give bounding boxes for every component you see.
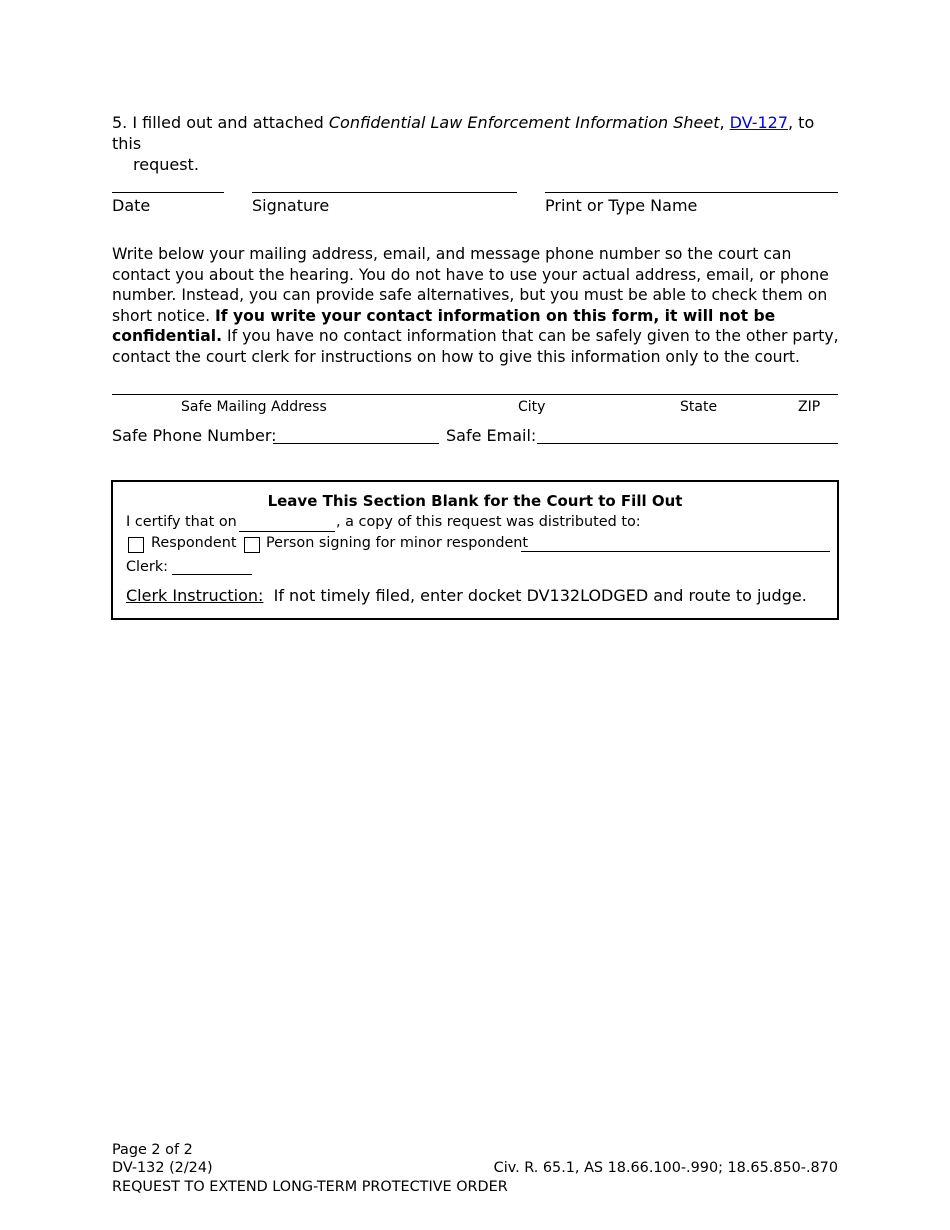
form-name: REQUEST TO EXTEND LONG-TERM PROTECTIVE ORDER [112,1179,508,1195]
email-field-line[interactable] [537,443,838,444]
contact-instructions [112,244,842,368]
date-label: Date [112,196,151,215]
person-signing-line[interactable] [521,551,830,552]
email-label: Safe Email: [446,426,537,445]
zip-label: ZIP [798,399,821,415]
distribution-date-line[interactable] [239,531,335,532]
dv-127-link[interactable]: DV-127 [729,113,788,132]
clerk-section-title: Leave This Section Blank for the Court to Fill Out [267,492,683,510]
item-5 [112,112,842,175]
print-name-line[interactable] [545,192,838,193]
clerk-section [111,480,839,620]
state-label: State [680,399,718,415]
city-label: City [518,399,546,415]
clerk-instruction-text: If not timely filed, enter docket DV132LODGED and route to judge. [273,586,807,605]
phone-label: Safe Phone Number: [112,426,277,445]
legal-citation: Civ. R. 65.1, AS 18.66.100-.990; 18.65.850-.870 [493,1160,838,1176]
mailing-address-line[interactable] [112,394,838,395]
clerk-instruction [126,586,807,605]
certify-suffix: , a copy of this request was distributed to: [336,514,641,530]
person-signing-checkbox[interactable] [244,537,260,553]
clerk-signature-line[interactable] [172,574,252,575]
print-name-label: Print or Type Name [545,196,698,215]
instructions-text-1: Write below your mailing address, email, and message phone number so the court can contact you about the hearing. You do not have to use your actual address, email, or phone number. Instead, you can provide safe alternatives, but you must be able to check them on short notice. [112,245,829,325]
date-line[interactable] [112,192,224,193]
phone-field-line[interactable] [273,443,439,444]
certify-prefix: I certify that on [126,514,237,530]
signature-line[interactable] [252,192,517,193]
respondent-label: Respondent [151,535,237,551]
person-signing-label: Person signing for minor respondent [266,535,529,551]
item-5-continuation: request. [133,155,199,174]
instructions-text-2: If you have no contact information that can be safely given to the other party, contact the court clerk for instructions on how to give this information only to the court. [112,327,839,366]
clerk-label: Clerk: [126,559,168,575]
item-5-comma: , [719,113,730,132]
form-title: Confidential Law Enforcement Information Sheet [328,113,720,132]
form-number: DV-132 (2/24) [112,1160,213,1176]
mailing-address-label: Safe Mailing Address [181,399,327,415]
signature-label: Signature [252,196,330,215]
page-number: Page 2 of 2 [112,1142,193,1158]
item-5-prefix: 5. I filled out and attached [112,113,329,132]
respondent-checkbox[interactable] [128,537,144,553]
confidentiality-warning: If you write your contact information on this form, it will not be confidential. [112,306,776,346]
clerk-instruction-label: Clerk Instruction: [126,586,264,605]
item-5-suffix: , to this [112,113,815,153]
